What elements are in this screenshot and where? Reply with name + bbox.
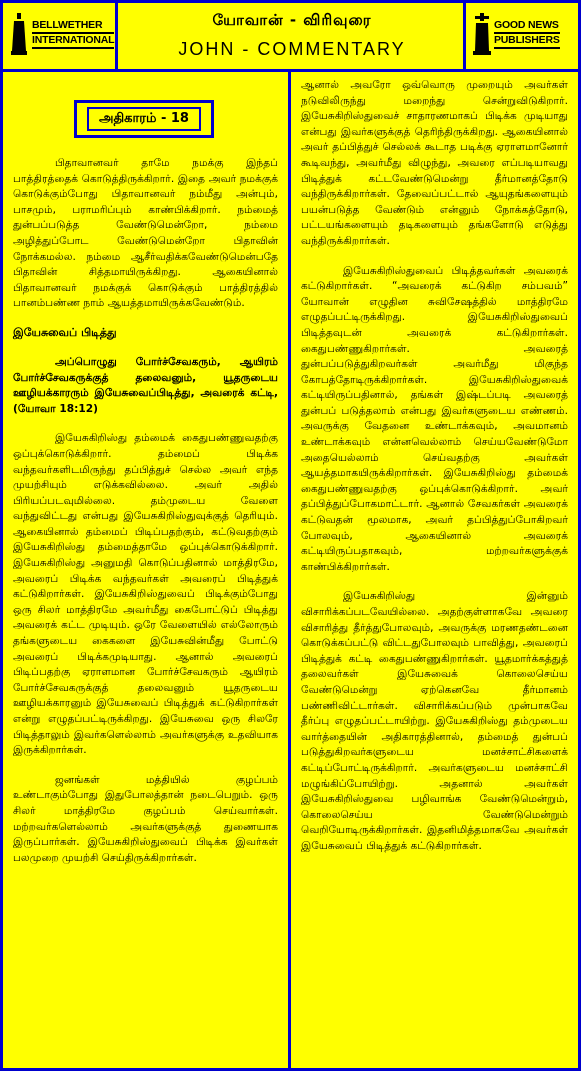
right-column bbox=[291, 72, 578, 1068]
left-column bbox=[3, 72, 291, 1068]
bellwether-logo-icon bbox=[11, 13, 29, 55]
page-title-english: JOHN - COMMENTARY bbox=[178, 39, 406, 59]
left-paragraph-1: பிதாவானவர் தாமே நமக்கு இந்தப் பாத்திரத்தைக் கொடுத்திருக்கிறார். இதை அவர் நமக்குக் கொடுக்கும்போது பிதாவானவர் நம்மீது அன்பும், பாசமும், பராமரிப்பும் காண்பிக்கிறார். நம்மைத் துன்பப்படுத்த வேண்டுமென்றோ, நம்மை அழித்துப்போட வேண்டுமென்றோ பிதாவின் நோக்கமல்ல. நம்மை ஆசீர்வதிக்கவேண்டுமென்பதே பிதாவின் சித்தமாயிருக்கிறது. ஆகையினால் பிதாவானவர் நமக்குக் கொடுக்கும் பாத்திரத்தில் பானம்பண்ண நாம் ஆயத்தமாயிருக்கவேண்டும். bbox=[13, 157, 278, 310]
page-title-tamil: யோவான் - விரிவுரை bbox=[212, 11, 372, 29]
section-heading: இயேசுவைப் பிடித்து bbox=[13, 325, 117, 339]
chapter-label: அதிகாரம் - 18 bbox=[87, 107, 201, 131]
good-news-logo-icon bbox=[473, 13, 491, 55]
header bbox=[3, 3, 578, 69]
good-news-logo bbox=[473, 13, 560, 55]
right-text bbox=[301, 78, 568, 855]
left-paragraph-2: இயேசுகிறிஸ்து தம்மைக் கைதுபண்ணுவதற்கு ஒப்புக்கொடுக்கிறார். தம்மைப் பிடிக்க வந்தவர்களிடமிருந்து தப்பித்துச் செல்ல அவர் எந்த முயற்சியும் எடுக்கவில்லை. அவர் அதில் பிரியப்படவுமில்லை. தம்முடைய வேளை வந்துவிட்டது என்பது இயேசுகிறிஸ்துவுக்குத் தெரியும். ஆகையினால் தம்மைப் பிடிப்பதற்கும், கட்டுவதற்கும் இயேசுகிறிஸ்து தம்மைத்தாமே ஒப்புக்கொடுக்கிறார். இயேசுகிறிஸ்து அனுமதி கொடுப்பதினால் மாத்திரமே, அவரைப் பிடிக்க வந்தவர்கள் அவரைப் பிடித்துக் கட்டுகிறார்கள். இயேசுகிறிஸ்துவைப் பிடிக்கும்போது ஒரு சிலர் மாத்திரமே அவர்மீது கைபோட்டுப் பிடித்து அவரைக் கட்ட முடியும். ஒரே வேளையில் எல்லோரும் தங்களுடைய கைகளை இயேசுவின்மீது போட்டு அவரைப் பிடிக்கமுடியாது. ஆனால் அவரைப் பிடிப்பதற்கு ஏராளமான போர்ச்சேவகரும் ஆயிரம் போர்ச்சேவகருக்குத் தலைவனும் யூதருடைய ஊழியக்காரனும் இயேசுவைப் பிடித்துக் கட்டுகிறார்கள் என்று எழுதப்பட்டிருக்கிறது. இயேசுவை ஒரு சிலரே பிடித்தாலும் இவர்களெல்லாம் அவர்களுக்கு உதவியாக இருக்கிறார்கள். bbox=[13, 432, 278, 757]
left-text bbox=[13, 156, 278, 866]
bellwether-logo bbox=[11, 13, 114, 55]
left-logo-line2: INTERNATIONAL bbox=[32, 34, 114, 49]
right-paragraph-3: இயேசுகிறிஸ்து இன்னும் விசாரிக்கப்படவேயில்லை. அதற்குள்ளாகவே அவரை விசாரித்து தீர்த்துபோலவும், அவருக்கு மரணதண்டனை கொடுக்கப்பட்டு விட்டதுபோலவும் பாவித்து, அவரைப் பிடித்துக் கட்டி கைதுபண்ணுகிறார்கள். யூதமார்க்கத்துத் தலைவர்கள் இயேசுவைக் கொலைசெய்ய வேண்டுமென்று ஏற்கெனவே தீர்மானம் பண்ணிவிட்டார்கள். விசாரிக்கப்படும் முன்பாகவே தீர்ப்பு எழுதப்பட்டாயிற்று. இயேசுகிறிஸ்து தம்முடைய வார்த்தையின் அதிகாரத்தினால், தம்மைத் துன்பப் படுத்துகிறவர்களுடைய மனச்சாட்சிகளைக் கட்டிப்போட்டிருக்கிறார். அவர்களுடைய மனச்சாட்சி மழுங்கிப்போயிற்று. அதனால் அவர்கள் இயேசுகிறிஸ்துவை பழிவாங்க வேண்டுமென்றும், கொலைசெய்ய வேண்டுமென்றும் வெறியோடிருக்கிறார்கள். இதனிமித்தமாகவே அவர்கள் இயேசுவைப் பிடித்துக் கட்டுகிறார்கள். bbox=[301, 590, 568, 852]
right-logo-line2: PUBLISHERS bbox=[494, 34, 560, 49]
right-paragraph-1: ஆனால் அவரோ ஒவ்வொரு முறையும் அவர்கள் நடுவிலிருந்து மறைந்து சென்றுவிடுகிறார். இயேசுகிறிஸ்துவைச் சாதாரணமாகப் பிடிக்க முடியாது என்பது இவர்களுக்குத் தெரிந்திருக்கிறது. ஆகையினால் அவர் தப்பித்துச் செல்லக் கூடாத படிக்கு ஏராளமானோர் கூடிவந்து, அவர்மீது விழுந்து, அவரை எப்படியாவது பிடித்துக் கட்டவேண்டுமென்று தீர்மானத்தோடு வந்திருக்கிறார்கள். தேவைப்பட்டால் ஆயுதங்களையும் பயன்படுத்த வேண்டும் என்னும் நோக்கத்தோடு, பட்டயங்களையும் தடிகளையும் தங்களோடு எடுத்து வந்திருக்கிறார்கள். bbox=[301, 79, 568, 247]
chapter-box bbox=[74, 100, 214, 138]
verse-quote: அப்பொழுது போர்ச்சேவகரும், ஆயிரம் போர்ச்சேவகருக்குத் தலைவனும், யூதருடைய ஊழியக்காரரும் இயேசுவைப்பிடித்து, அவரைக் கட்டி, (யோவா 18:12) bbox=[13, 355, 278, 415]
left-logo-line1: BELLWETHER bbox=[32, 19, 114, 34]
left-paragraph-3: ஜனங்கள் மத்தியில் குழப்பம் உண்டாகும்போது இதுபோலத்தான் நடைபெறும். ஒரு சிலர் மாத்திரமே குழப்பம் செய்வார்கள். மற்றவர்களெல்லாம் அவர்களுக்குத் துணையாக இருப்பார்கள். இயேசுகிறிஸ்துவைப் பிடிக்க இவர்கள் பலமுறை முயற்சி செய்திருக்கிறார்கள். bbox=[13, 773, 278, 864]
right-logo-line1: GOOD NEWS bbox=[494, 19, 560, 34]
right-paragraph-2: இயேசுகிறிஸ்துவைப் பிடித்தவர்கள் அவரைக் கட்டுகிறார்கள். “அவரைக் கட்டுகிற சம்பவம்” யோவான் எழுதின சுவிசேஷத்தில் மாத்திரமே எழுதப்பட்டிருக்கிறது. இயேசுகிறிஸ்துவைப் பிடித்தவுடன் அவரைக் கட்டுகிறார்கள். கைதுபண்ணுகிறார்கள். அவரைத் துன்பப்படுத்துகிறவர்கள் அவர்மீது மிகுந்த கோபத்தோடிருக்கிறார்கள். இயேசுகிறிஸ்துவைக் கட்டியிருப்பதினால், தங்கள் இஷ்டப்படி அவரைத் துன்பப் படுத்தலாம் என்பது இவர்களுடைய எண்ணம். அவருக்கு வேதனை உண்டாக்கவும், அவமானம் உண்டாக்கவும் என்னவெல்லாம் செய்யவேண்டுமோ அதையெல்லாம் செய்வதற்கு அவர்கள் ஆயத்தமாகயிருக்கிறார்கள். இயேசுகிறிஸ்து தம்மைக் கைதுபண்ணுவதற்கு ஒப்புக்கொடுக்கிறார். அவர் தப்பித்துப்போகமாட்டார். ஆனால் சேவகர்கள் அவரைக் கட்டுவதன் மூலமாக, அவர் தப்பித்துப்போகிறவர் போலவும், ஆகையினால் அவரைக் கட்டியிருப்பதாகவும், மற்றவர்களுக்குக் காண்பிக்கிறார்கள். bbox=[301, 264, 568, 573]
